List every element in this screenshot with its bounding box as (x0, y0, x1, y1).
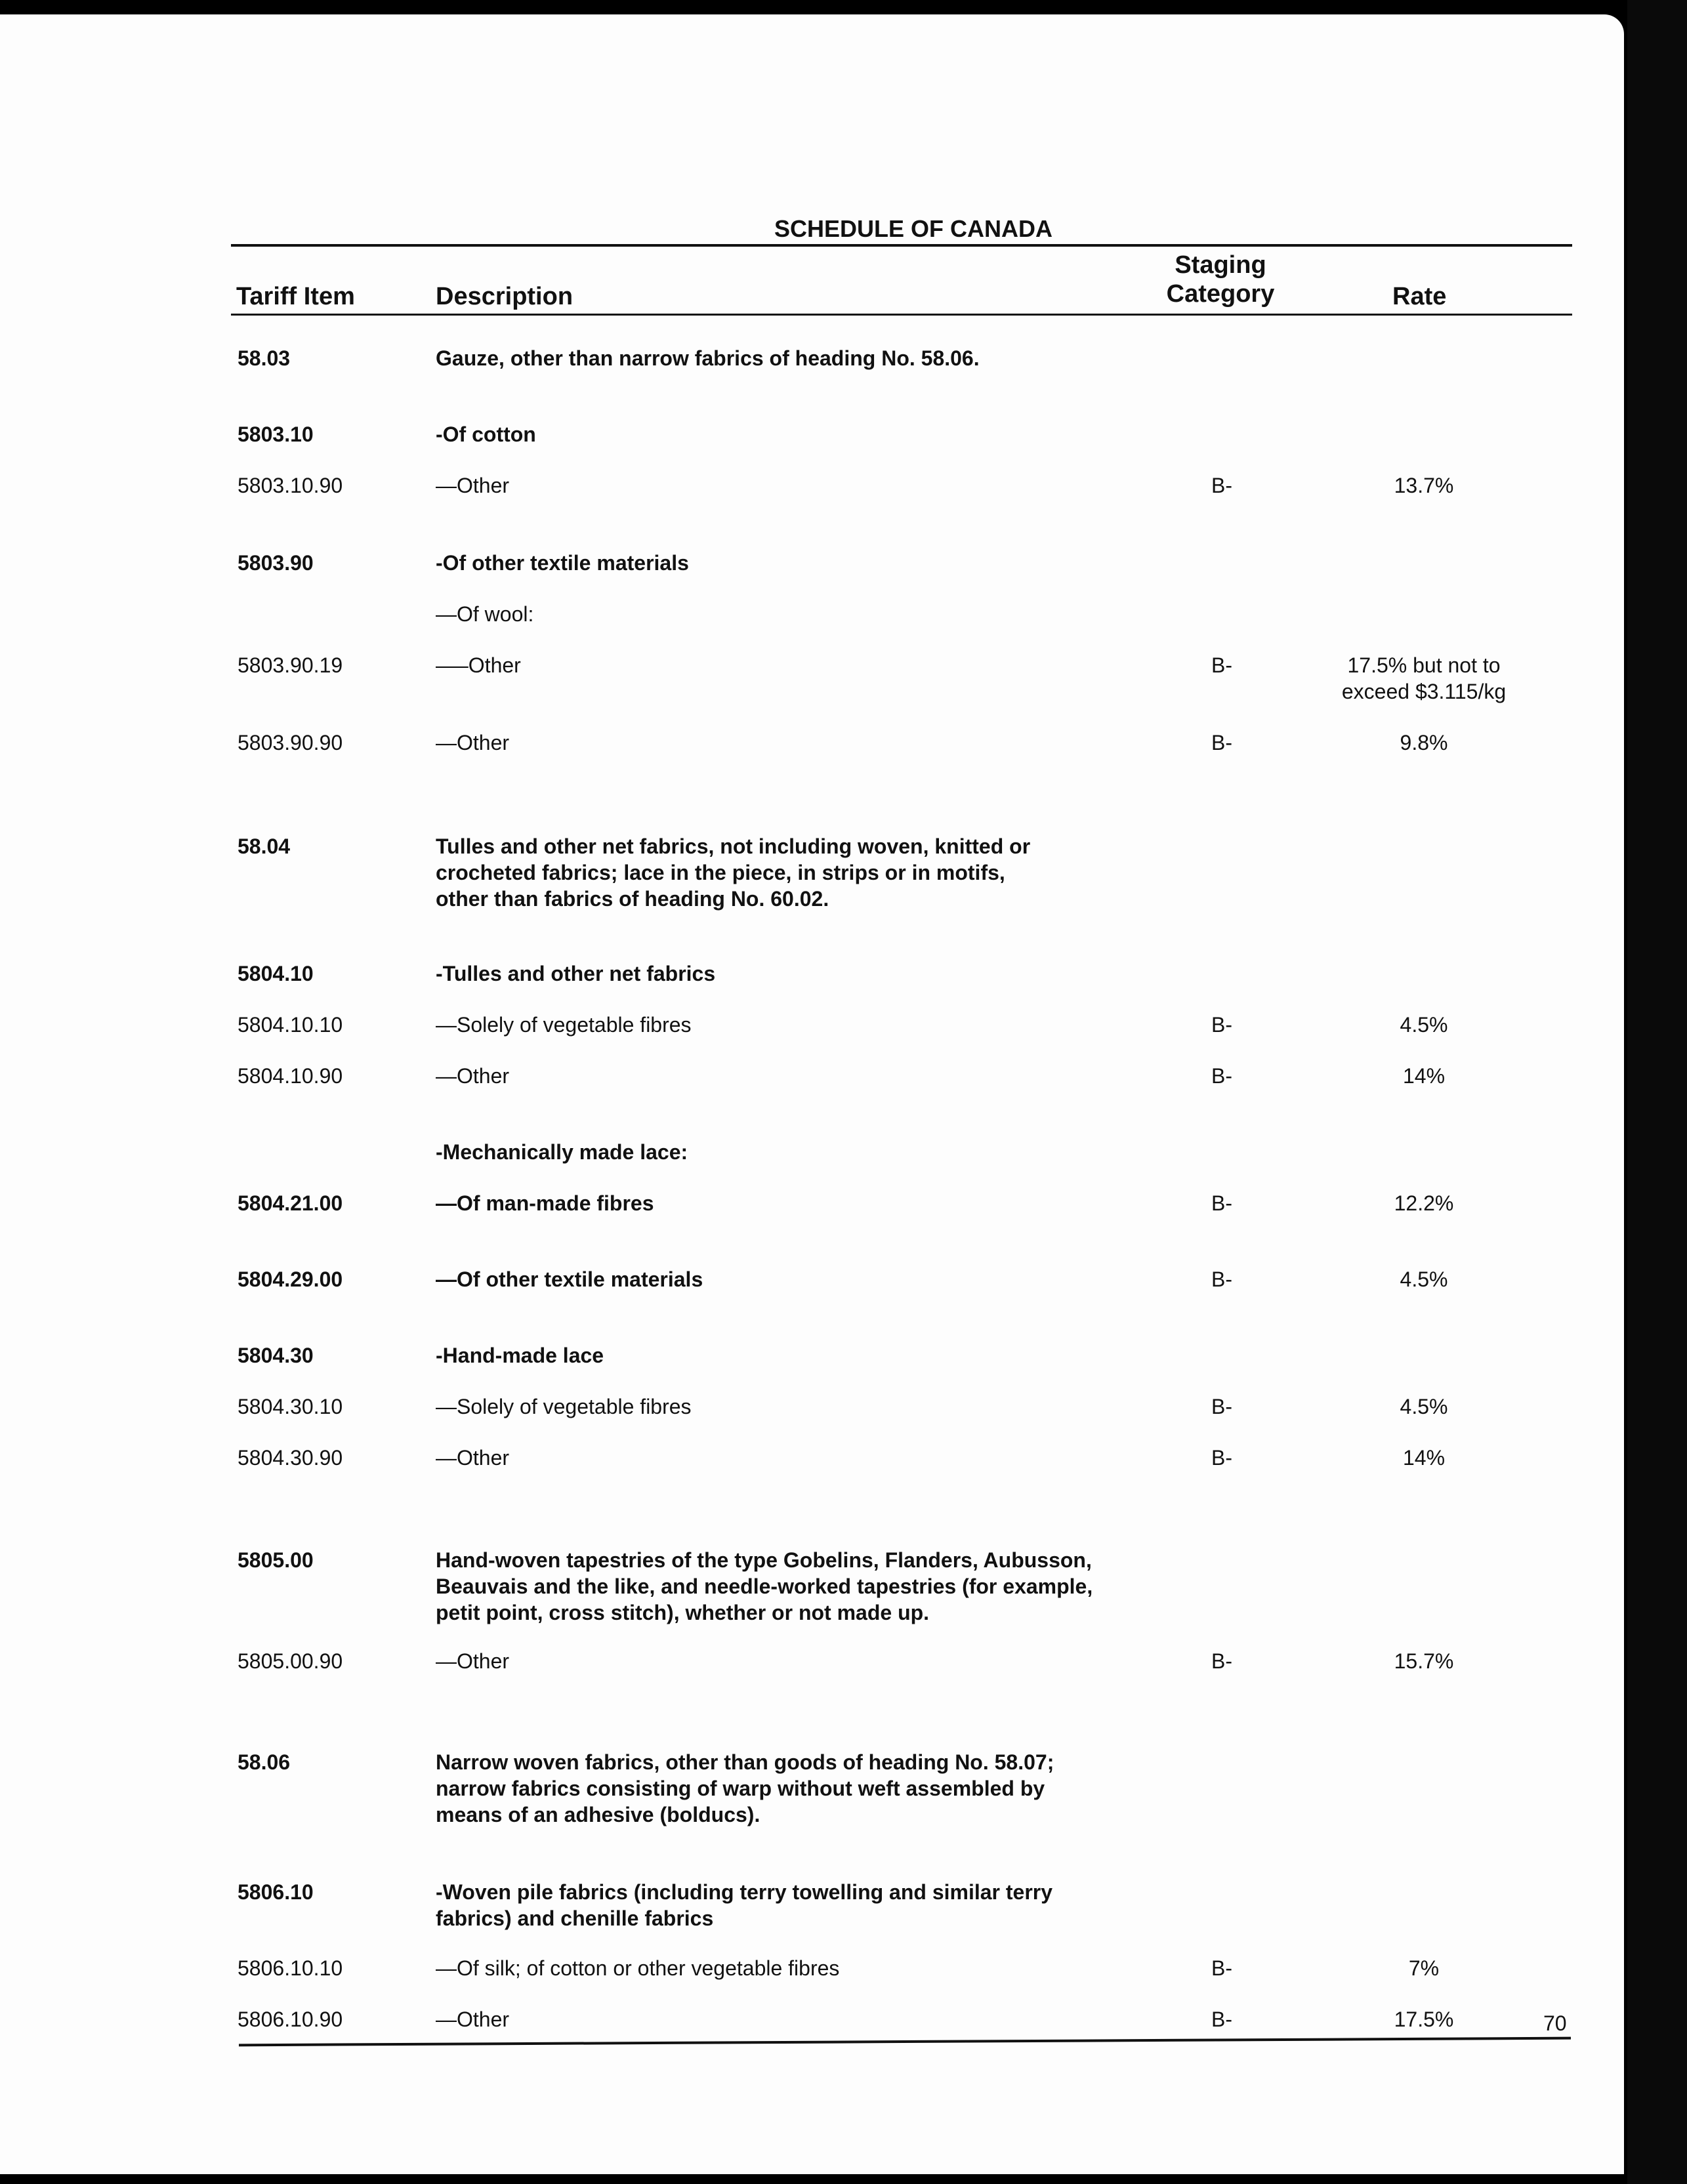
rate-cell: 12.2% (1394, 1191, 1454, 1215)
tariff-item-cell: 5804.30.90 (238, 1446, 343, 1470)
rate-cell: 15.7% (1394, 1649, 1454, 1673)
top-rule (231, 244, 1572, 247)
tariff-item-cell: 5803.90.90 (238, 731, 343, 754)
staging-category-cell: B- (1211, 1446, 1232, 1470)
staging-category-cell: B- (1211, 731, 1232, 754)
header-rule (231, 314, 1572, 316)
page-number: 70 (1543, 2011, 1567, 2035)
description-cell: -Of cotton (436, 422, 536, 446)
header-staging-line1: Staging (1175, 251, 1266, 279)
tariff-item-cell: 5804.30 (238, 1344, 314, 1367)
rate-cell: 13.7% (1394, 474, 1454, 497)
staging-category-cell: B- (1211, 1956, 1232, 1980)
tariff-item-cell: 5803.90.19 (238, 653, 343, 677)
staging-category-cell: B- (1211, 653, 1232, 677)
tariff-item-cell: 5803.10.90 (238, 474, 343, 497)
description-cell: —Other (436, 474, 510, 497)
tariff-item-cell: 5806.10 (238, 1880, 314, 1904)
staging-category-cell: B- (1211, 2008, 1232, 2031)
page-title: SCHEDULE OF CANADA (774, 215, 1053, 242)
header-tariff-item: Tariff Item (236, 283, 355, 310)
tariff-item-cell: 5806.10.10 (238, 1956, 343, 1980)
description-cell: -Woven pile fabrics (including terry towelling and similar terry fabrics) and chenille fabrics (436, 1880, 1053, 1930)
tariff-item-cell: 5804.29.00 (238, 1267, 343, 1291)
rate-cell: 14% (1402, 1446, 1446, 1470)
tariff-item-cell: 58.04 (238, 834, 291, 858)
tariff-item-cell: 5804.10.10 (238, 1013, 343, 1037)
staging-category-cell: B- (1211, 1649, 1232, 1673)
description-cell: Hand-woven tapestries of the type Gobelins, Flanders, Aubusson, Beauvais and the like, and needle-worked tapestries (for example, petit point, cross stitch), whether or not made up. (436, 1548, 1093, 1624)
rate-cell: 4.5% (1400, 1267, 1448, 1291)
description-cell: —Other (436, 2008, 510, 2031)
description-cell: —Solely of vegetable fibres (436, 1013, 692, 1037)
rate-cell: 7% (1408, 1956, 1440, 1980)
tariff-item-cell: 58.06 (238, 1750, 291, 1774)
header-rate: Rate (1392, 283, 1447, 310)
staging-category-cell: B- (1211, 1064, 1232, 1088)
staging-category-cell: B- (1211, 1013, 1232, 1037)
rate-cell: 17.5% (1394, 2008, 1454, 2031)
staging-category-cell: B- (1211, 474, 1232, 497)
rate-cell: 14% (1402, 1064, 1446, 1088)
header-description: Description (436, 283, 573, 310)
tariff-item-cell: 5804.21.00 (238, 1191, 343, 1215)
tariff-item-cell: 5804.30.10 (238, 1395, 343, 1418)
bottom-rule (239, 2037, 1571, 2047)
rate-cell: 17.5% but not to exceed $3.115/kg (1341, 653, 1507, 703)
description-cell: -Tulles and other net fabrics (436, 962, 716, 985)
description-cell: —–Other (436, 653, 521, 677)
description-cell: —Solely of vegetable fibres (436, 1395, 692, 1418)
staging-category-cell: B- (1211, 1395, 1232, 1418)
description-cell: —Other (436, 731, 510, 754)
description-cell: Gauze, other than narrow fabrics of heading No. 58.06. (436, 346, 980, 370)
tariff-item-cell: 5805.00 (238, 1548, 314, 1572)
description-cell: —Of man-made fibres (436, 1191, 654, 1215)
description-cell: —Of other textile materials (436, 1267, 703, 1291)
tariff-item-cell: 5806.10.90 (238, 2008, 343, 2031)
description-cell: -Mechanically made lace: (436, 1140, 688, 1164)
description-cell: —Other (436, 1064, 510, 1088)
document-page (0, 14, 1624, 2174)
description-cell: —Other (436, 1446, 510, 1470)
description-cell: —Of silk; of cotton or other vegetable fibres (436, 1956, 840, 1980)
tariff-item-cell: 5803.10 (238, 422, 314, 446)
tariff-item-cell: 5804.10 (238, 962, 314, 985)
staging-category-cell: B- (1211, 1267, 1232, 1291)
description-cell: Tulles and other net fabrics, not including woven, knitted or crocheted fabrics; lace in the piece, in strips or in motifs, other than fabrics of heading No. 60.02. (436, 834, 1031, 911)
tariff-item-cell: 58.03 (238, 346, 291, 370)
header-staging-line2: Category (1166, 280, 1275, 308)
description-cell: —Other (436, 1649, 510, 1673)
description-cell: -Of other textile materials (436, 551, 689, 575)
rate-cell: 4.5% (1400, 1013, 1448, 1037)
header-staging (1142, 251, 1299, 308)
rate-cell: 4.5% (1400, 1395, 1448, 1418)
staging-category-cell: B- (1211, 1191, 1232, 1215)
rate-cell: 9.8% (1400, 731, 1448, 754)
description-cell: -Hand-made lace (436, 1344, 604, 1367)
tariff-item-cell: 5805.00.90 (238, 1649, 343, 1673)
description-cell: —Of wool: (436, 602, 534, 626)
scan-edge-shadow (1627, 0, 1687, 2184)
tariff-item-cell: 5803.90 (238, 551, 314, 575)
description-cell: Narrow woven fabrics, other than goods of heading No. 58.07; narrow fabrics consisting of warp without weft assembled by means of an adhesive (bolducs). (436, 1750, 1054, 1826)
tariff-item-cell: 5804.10.90 (238, 1064, 343, 1088)
